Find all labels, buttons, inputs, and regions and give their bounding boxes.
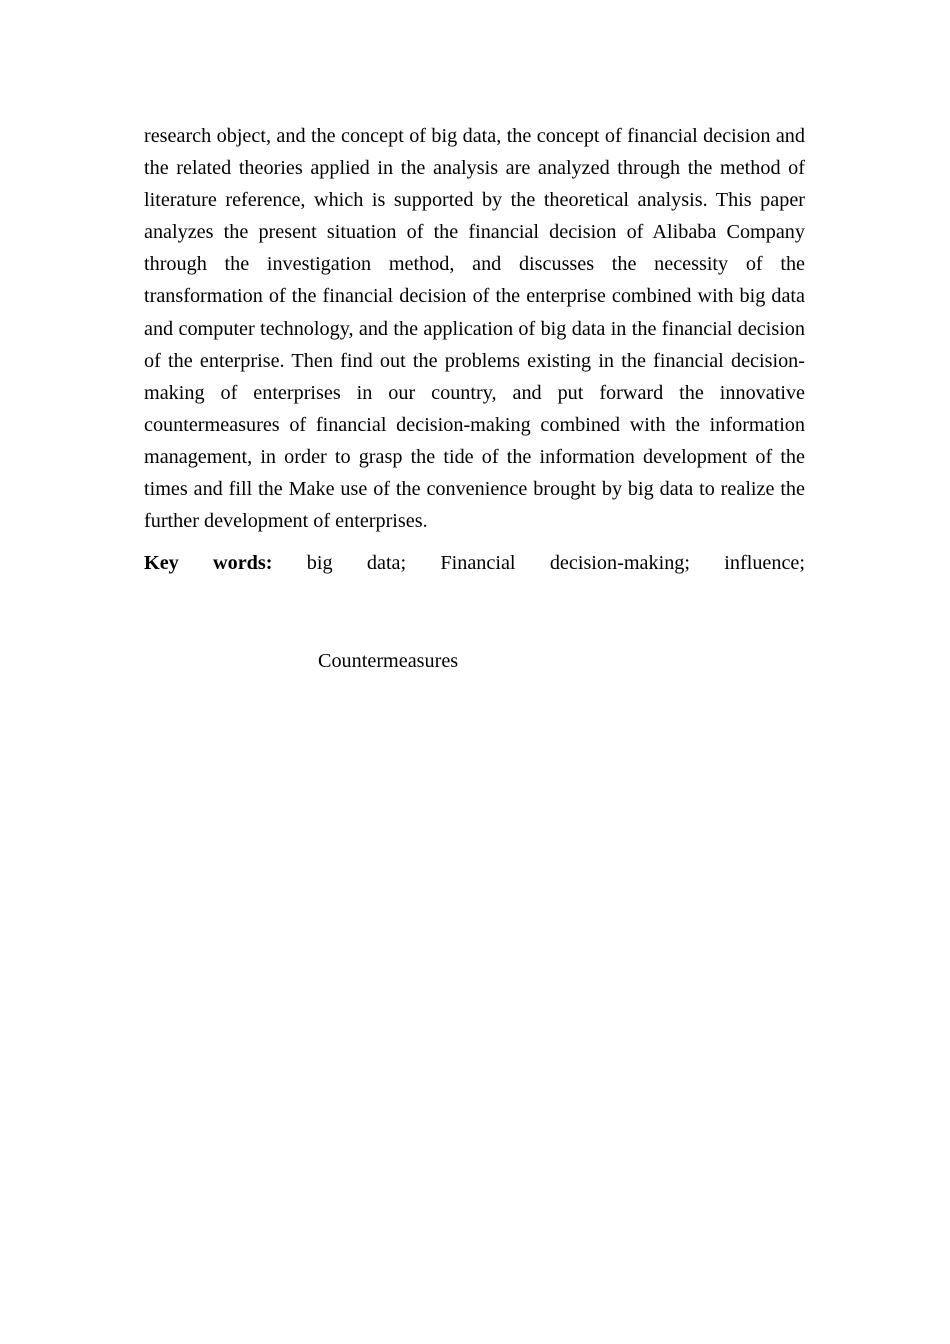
keywords-label: Key words: xyxy=(144,552,273,575)
abstract-paragraph: research object, and the concept of big data, the concept of financial decision and the related theories applied in the analysis are analyzed through the method of literature reference, which is supported by the theoretical analysis. This paper analyzes the present situation of the financial decision of Alibaba Company through the investigation method, and discusses the necessity of the transformation of the financial decision of the enterprise combined with big data and computer technology, and the application of big data in the financial decision of the enterprise. Then find out the problems existing in the financial decision-making of enterprises in our country, and put forward the innovative countermeasures of financial decision-making combined with the information management, in order to grasp the tide of the information development of the times and fill the Make use of the convenience brought by big data to realize the further development of enterprises. xyxy=(144,125,805,533)
keywords-list: big data; Financial decision-making; influence; xyxy=(306,552,805,575)
keywords-line xyxy=(144,547,805,579)
abstract-section xyxy=(144,120,805,579)
keywords-continuation: Countermeasures xyxy=(318,650,459,672)
